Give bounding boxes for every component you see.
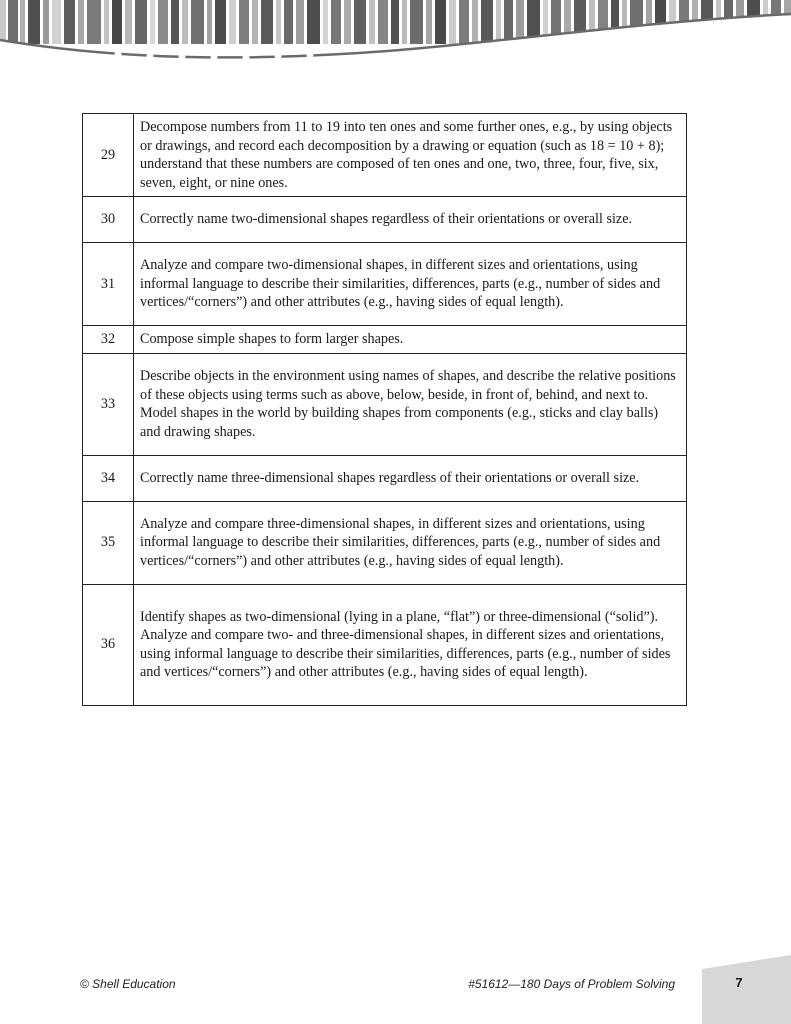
standard-number: 33 [83,353,134,455]
standard-number: 31 [83,243,134,326]
standard-number: 35 [83,501,134,584]
standard-description [134,455,687,501]
table-row [83,353,687,455]
standard-description [134,197,687,243]
table-row [83,501,687,584]
description-line: Correctly name three-dimensional shapes regardless of their orientations or overall size. [140,469,640,486]
standard-number: 36 [83,584,134,705]
description-line: Compose simple shapes to form larger shapes. [140,331,404,347]
table-row [83,455,687,501]
decorative-header-band [0,0,791,70]
standard-description [134,501,687,584]
description-line: Correctly name two-dimensional shapes regardless of their orientations or overall size. [140,211,633,228]
description-line: Identify shapes as two-dimensional (lying in a plane, “flat”) or three-dimensional (“solid”). [140,608,659,625]
description-line: Analyze and compare two-dimensional shapes, in different sizes and orientations, using informal language to describe their similarities, differences, parts (e.g., number of sides and vertices/“corners”) and other attributes (e.g., having sides of equal length). [140,257,661,311]
description-line: Describe objects in the environment using names of shapes, and describe the relative positions of these objects using terms such as above, below, beside, in front of, behind, and next to. [140,368,676,403]
table-row [83,114,687,197]
standard-description [134,584,687,705]
standard-number: 34 [83,455,134,501]
table-row [83,326,687,354]
table-row [83,197,687,243]
standards-table [82,113,687,706]
footer-copyright: © Shell Education [80,977,176,991]
description-line: Model shapes in the world by building shapes from components (e.g., sticks and clay balls) and drawing shapes. [140,405,659,440]
standard-number: 30 [83,197,134,243]
standard-description [134,326,687,354]
description-line: Analyze and compare three-dimensional shapes, in different sizes and orientations, using informal language to describe their similarities, differences, parts (e.g., number of sides and vertices/“corners”) and other attributes (e.g., having sides of equal length). [140,515,661,569]
page-number: 7 [735,975,743,990]
standard-number: 32 [83,326,134,354]
footer-book-title: #51612—180 Days of Problem Solving [468,977,675,991]
table-row [83,243,687,326]
standard-description [134,114,687,197]
description-line: Analyze and compare two- and three-dimensional shapes, in different sizes and orientations, using informal language to describe their similarities, differences, parts (e.g., number of sides and vertices/“corners”) and other attributes (e.g., having sides of equal length). [140,627,671,680]
standard-description [134,243,687,326]
standard-description [134,353,687,455]
table-row [83,584,687,705]
description-line: Decompose numbers from 11 to 19 into ten ones and some further ones, e.g., by using objects or drawings, and record each decomposition by a drawing or equation (such as 18 = 10 + 8); understand that these numbers are composed of ten ones and one, two, three, four, five, six, seven, eight, or nine ones. [140,119,673,191]
standard-number: 29 [83,114,134,197]
